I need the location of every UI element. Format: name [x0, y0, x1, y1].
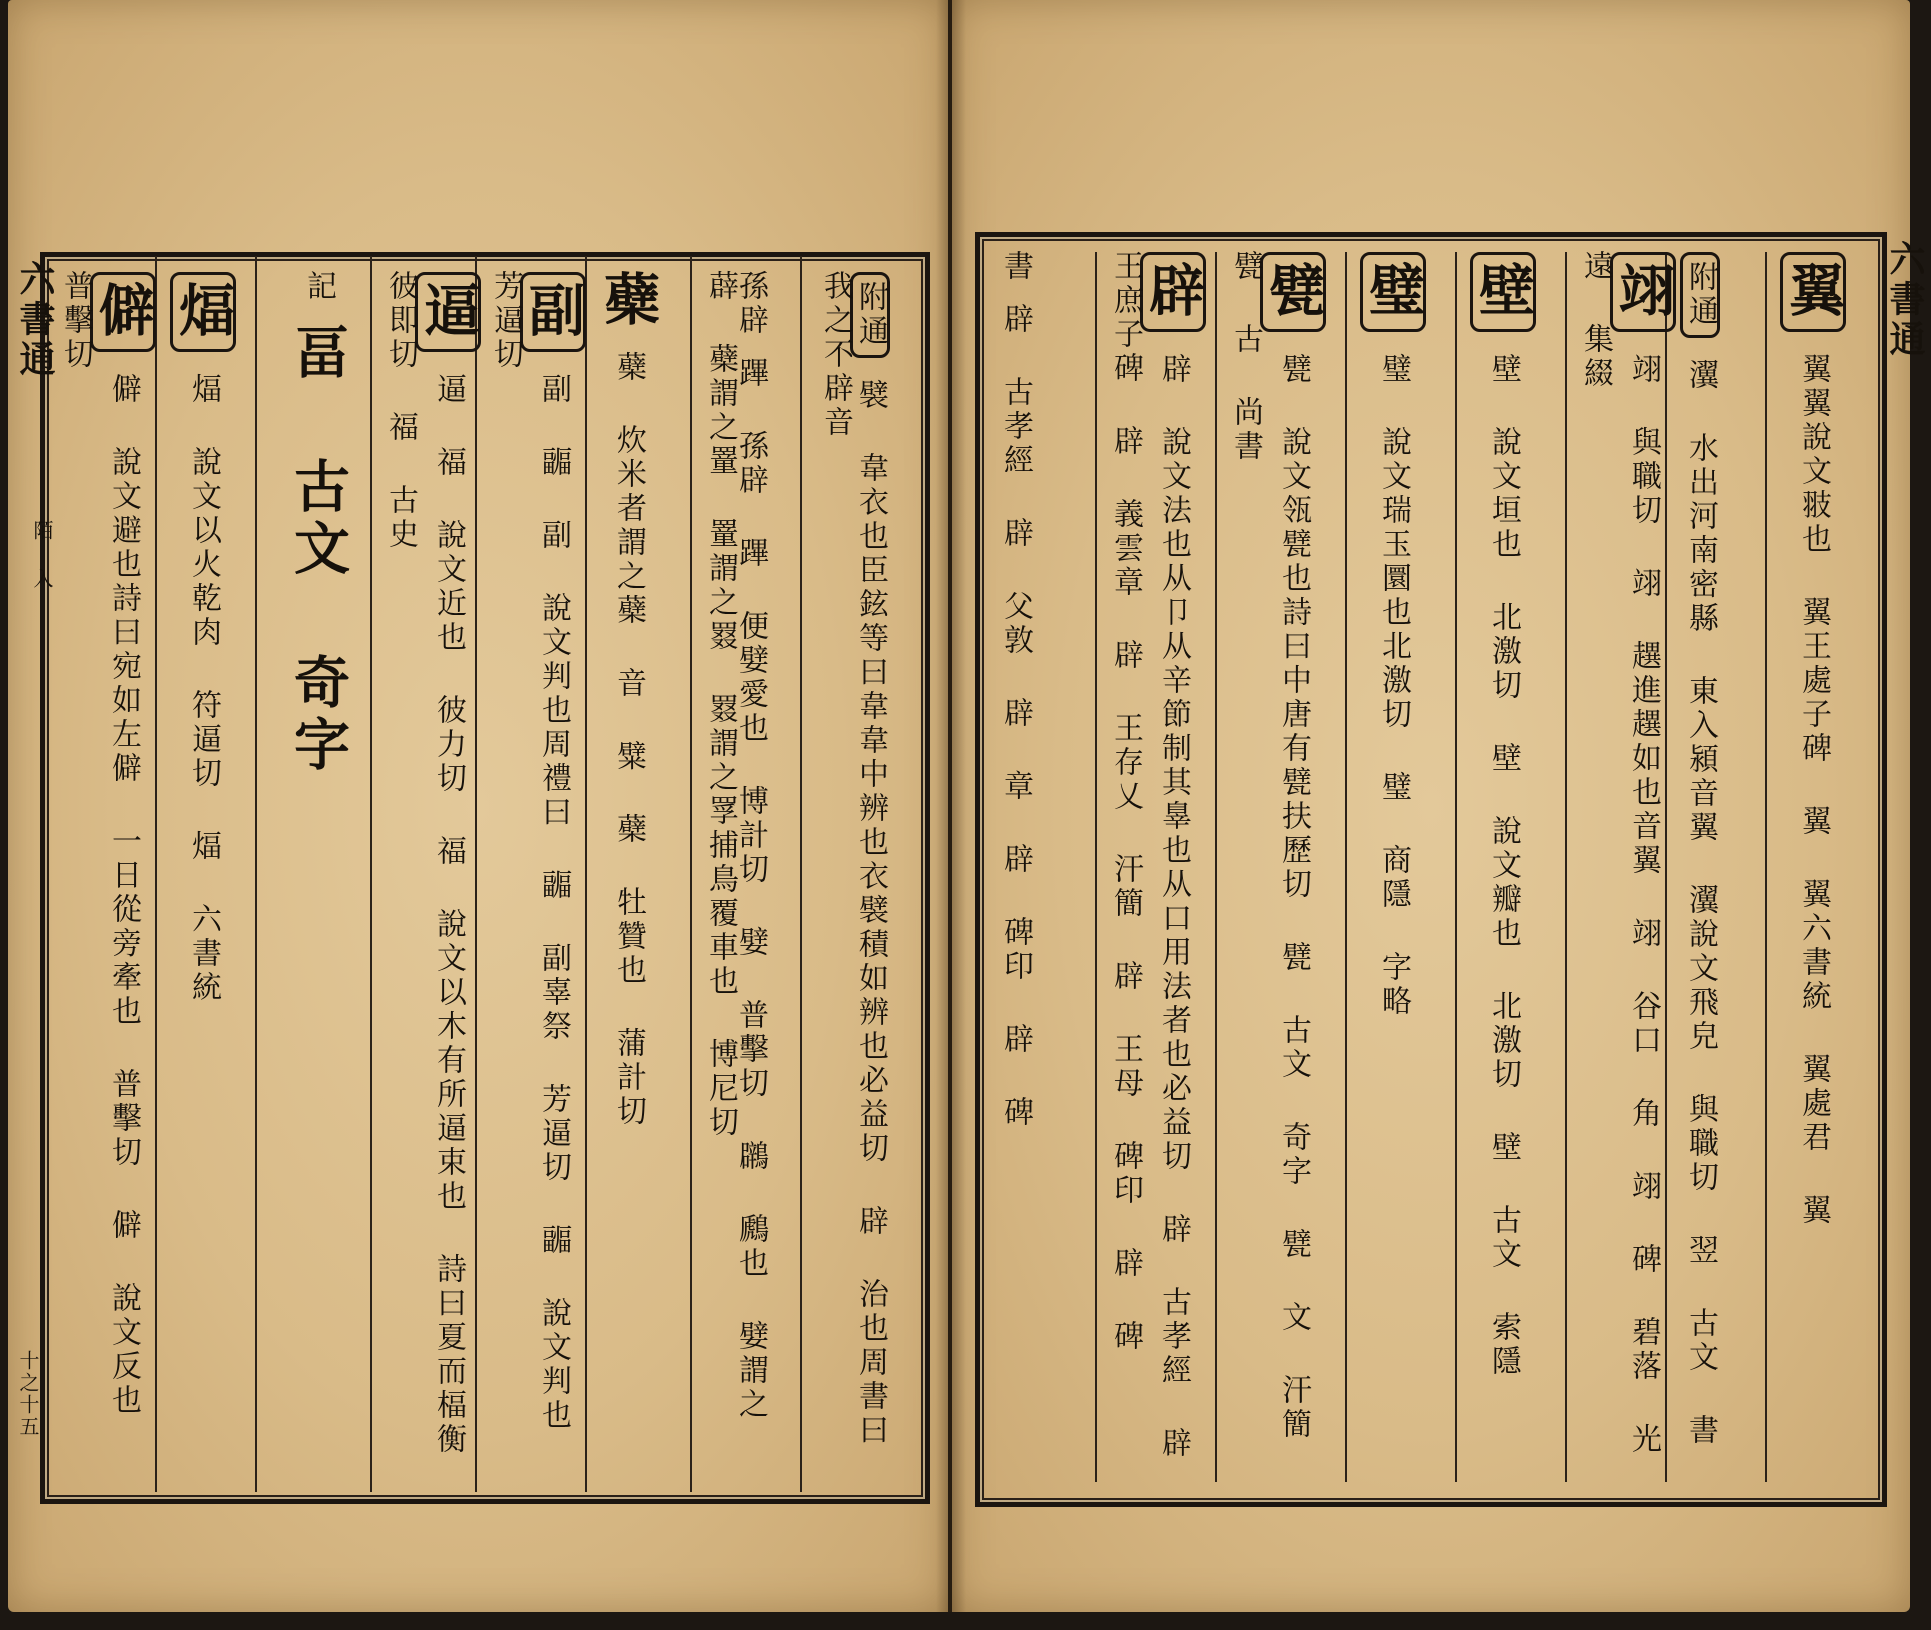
right-column-4	[1470, 250, 1536, 1480]
left-column-5	[385, 270, 481, 1480]
column-text: 翼翼說文翄也 翼王處子碑 翼 翼六書統 翼處君 翼	[1796, 353, 1831, 1228]
column-text: 蘗 炊米者謂之蘗 音 糪 蘗 牡贊也 蒲計切	[611, 351, 646, 1129]
column-head: 孫辟	[733, 270, 768, 338]
column-head: 僻	[90, 272, 156, 352]
column-text: 逼 福 說文近也 彼力切 福 說文以木有所逼束也 詩曰夏而楅衡 彼即切 福 古史	[383, 270, 466, 1457]
right-column-5	[1360, 250, 1426, 1480]
column-text: 蹕 孫辟 蹕 便嬖愛也 博計切 嬖 普擊切 鸊 鷉也 嬖謂之 薜 蘗謂之罿 罿謂之罬 罬謂之罦捕鳥覆車也 博尼切	[703, 270, 768, 1422]
column-rule	[255, 256, 257, 1492]
column-rule	[1345, 252, 1347, 1482]
column-text: 辟 說文法也从卩从辛節制其辠也从口用法者也必益切 辟 古孝經 辟 王庶子碑 辟 義雲章 辟 王存乂 汗簡 辟 王母 碑印 辟 碑	[1108, 250, 1191, 1461]
left-column-8	[60, 270, 156, 1480]
column-text: 畐 古文 奇字	[285, 323, 351, 777]
column-head: 煏	[170, 272, 236, 352]
right-column-7	[1110, 250, 1206, 1480]
column-text: 僻 說文避也詩曰宛如左僻 一日從旁牽也 普擊切 僻 說文反也 普擊切	[58, 270, 141, 1418]
left-column-1	[820, 270, 890, 1480]
column-text: 甓 說文瓴甓也詩曰中唐有甓扶歷切 甓 古文 奇字 甓 文 汗簡 甓 古 尚書	[1228, 250, 1311, 1442]
column-text: 壁 說文垣也 北激切 壁 說文瓣也 北激切 壁 古文 索隱	[1486, 353, 1521, 1379]
left-column-4	[490, 270, 586, 1480]
left-margin-title: 六書通	[14, 260, 56, 380]
right-column-6	[1230, 250, 1326, 1480]
column-text: 璧 說文瑞玉圜也北激切 璧 商隱 字略	[1376, 353, 1411, 1019]
right-column-3	[1580, 250, 1676, 1480]
left-column-2	[703, 270, 768, 1480]
column-head: 璧	[1360, 252, 1426, 332]
column-head: 附通	[850, 272, 890, 358]
column-text: 瀷 水出河南密縣 東入潁音翼 瀷說文飛皃 與職切 翌 古文 書	[1683, 359, 1718, 1448]
column-rule	[1455, 252, 1457, 1482]
column-head: 副	[520, 272, 586, 352]
column-rule	[1095, 252, 1097, 1482]
left-column-3	[595, 270, 661, 1480]
column-text: 副 疈 副 說文判也周禮曰 疈 副辜祭 芳逼切 疈 說文判也 芳逼切	[488, 270, 571, 1433]
column-head: 記	[301, 270, 336, 304]
column-rule	[1765, 252, 1767, 1482]
column-text: 辟 古孝經 辟 父敦 辟 章 辟 碑印 辟 碑	[998, 303, 1033, 1130]
right-column-1	[1780, 250, 1846, 1480]
left-column-7	[170, 270, 236, 1480]
folio-number: 十之十五	[16, 1350, 40, 1438]
column-head: 附通	[1680, 252, 1720, 338]
column-head: 書	[998, 250, 1033, 284]
column-rule	[370, 256, 372, 1492]
column-head: 壁	[1470, 252, 1536, 332]
column-text: 翊 與職切 翊 趩進趩如也音翼 翊 谷口 角 翊 碑 碧落 光遠 集綴	[1578, 250, 1661, 1457]
column-rule	[690, 256, 692, 1492]
book-gutter	[936, 0, 966, 1612]
column-head: 翼	[1780, 252, 1846, 332]
column-head: 蘗	[595, 270, 661, 332]
left-margin-section: 陌 入	[30, 520, 54, 590]
column-rule	[1215, 252, 1217, 1482]
column-text: 煏 說文以火乾肉 符逼切 煏 六書統	[186, 373, 221, 1005]
column-text: 襞 韋衣也臣鉉等曰韋韋中辨也衣襞積如辨也必益切 辟 治也周書曰我之不辟音	[818, 270, 888, 1448]
right-column-8	[998, 250, 1033, 1480]
column-rule	[800, 256, 802, 1492]
left-column-6	[285, 270, 351, 1480]
column-head: 辟	[1140, 252, 1206, 332]
right-column-2	[1680, 250, 1720, 1480]
right-margin-title: 六書通	[1884, 240, 1926, 360]
column-rule	[1565, 252, 1567, 1482]
column-head: 翊	[1610, 252, 1676, 332]
column-head: 甓	[1260, 252, 1326, 332]
column-head: 逼	[415, 272, 481, 352]
